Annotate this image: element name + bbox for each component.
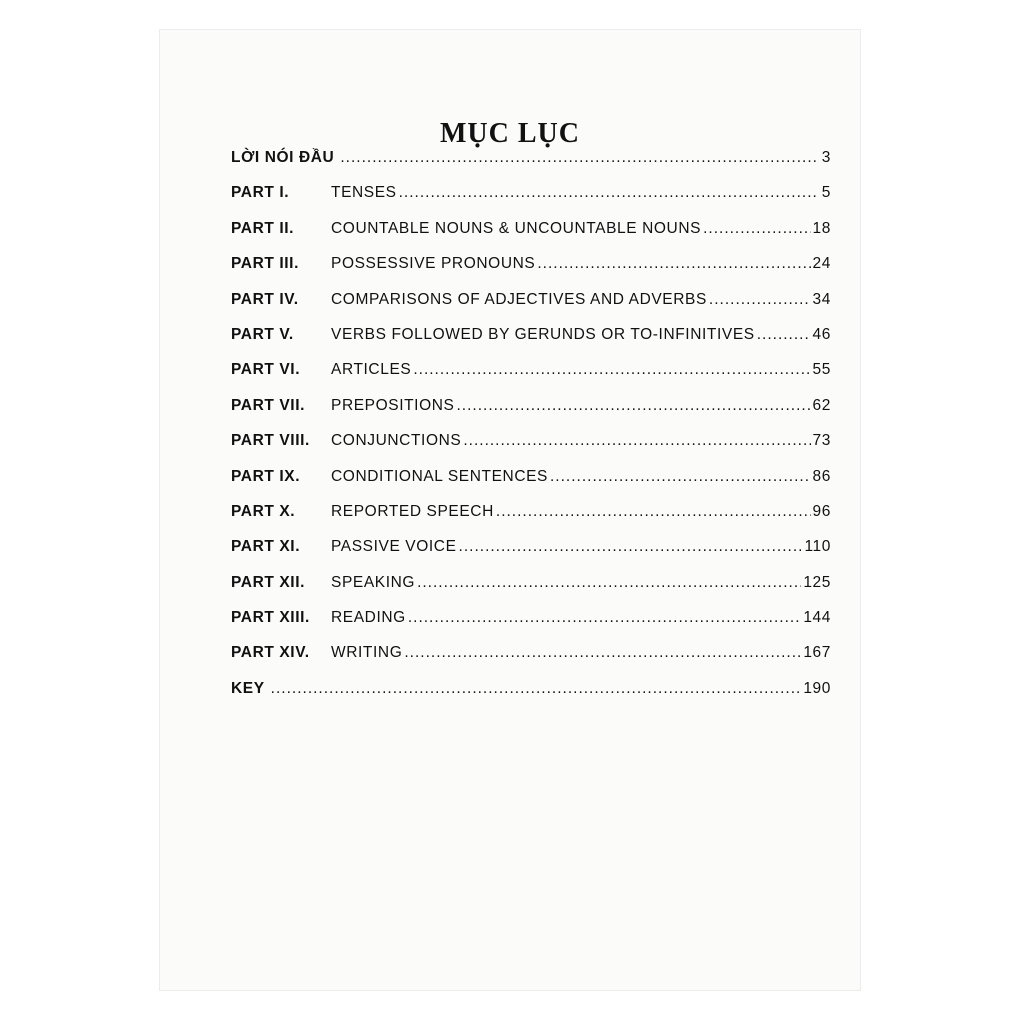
toc-leader-dots bbox=[456, 397, 810, 415]
toc-title: TENSES bbox=[331, 184, 397, 202]
toc-part-label: PART XIII. bbox=[231, 609, 310, 627]
toc-entry bbox=[231, 497, 831, 532]
toc-entry bbox=[231, 603, 831, 638]
toc-part-label: PART VI. bbox=[231, 361, 301, 379]
toc-entry bbox=[231, 320, 831, 355]
toc-entry bbox=[231, 568, 831, 603]
toc-entry bbox=[231, 638, 831, 673]
toc-title: POSSESSIVE PRONOUNS bbox=[331, 255, 536, 273]
toc-line bbox=[331, 249, 831, 273]
toc-page-number: 96 bbox=[812, 502, 831, 520]
toc-leader-dots bbox=[399, 184, 819, 202]
toc-title: SPEAKING bbox=[331, 573, 416, 591]
toc-part-label: PART X. bbox=[231, 502, 296, 520]
toc-leader-dots bbox=[340, 149, 819, 167]
page-title: MỤC LỤC bbox=[440, 118, 580, 149]
toc-entry bbox=[231, 249, 831, 284]
toc-leader-dots bbox=[413, 361, 810, 379]
toc-leader-dots bbox=[271, 680, 802, 698]
toc-entry bbox=[231, 532, 831, 567]
toc-title: PASSIVE VOICE bbox=[331, 538, 457, 556]
toc-title: VERBS FOLLOWED BY GERUNDS OR TO-INFINITIVES bbox=[331, 325, 755, 343]
toc-entry bbox=[231, 143, 831, 178]
toc-line bbox=[331, 638, 831, 662]
toc-title: ARTICLES bbox=[331, 361, 412, 379]
toc-entry bbox=[231, 285, 831, 320]
toc-line bbox=[338, 143, 831, 167]
toc-page-number: 125 bbox=[803, 573, 831, 591]
toc-part-label: PART VII. bbox=[231, 396, 306, 414]
toc-part-label: PART IV. bbox=[231, 290, 299, 308]
toc-part-label: PART IX. bbox=[231, 467, 301, 485]
toc-line bbox=[331, 568, 831, 592]
toc-entry bbox=[231, 214, 831, 249]
toc-page-number: 62 bbox=[812, 396, 831, 414]
toc-page-number: 5 bbox=[821, 184, 831, 202]
toc-part-label: PART I. bbox=[231, 184, 290, 202]
toc-title: CONJUNCTIONS bbox=[331, 432, 462, 450]
toc-page-number: 55 bbox=[812, 361, 831, 379]
toc-page-number: 167 bbox=[803, 644, 831, 662]
toc-leader-dots bbox=[703, 220, 810, 238]
toc-line bbox=[331, 178, 831, 202]
toc-title: PREPOSITIONS bbox=[331, 396, 455, 414]
toc-part-label: PART XI. bbox=[231, 538, 301, 556]
toc-page-number: 190 bbox=[803, 679, 831, 697]
toc-part-label: PART XII. bbox=[231, 573, 306, 591]
toc-line bbox=[331, 462, 831, 486]
toc-part-label: PART XIV. bbox=[231, 644, 310, 662]
toc-title: WRITING bbox=[331, 644, 403, 662]
table-of-contents bbox=[231, 143, 831, 709]
toc-part-label: PART III. bbox=[231, 255, 299, 273]
toc-title: READING bbox=[331, 609, 406, 627]
toc-part-label: KEY bbox=[231, 679, 265, 697]
toc-page-number: 18 bbox=[812, 219, 831, 237]
toc-entry bbox=[231, 426, 831, 461]
toc-line bbox=[331, 532, 831, 556]
toc-line bbox=[331, 426, 831, 450]
toc-leader-dots bbox=[417, 574, 801, 592]
toc-page-number: 110 bbox=[804, 538, 831, 556]
toc-entry bbox=[231, 391, 831, 426]
toc-leader-dots bbox=[757, 326, 811, 344]
toc-leader-dots bbox=[496, 503, 811, 521]
toc-line bbox=[331, 391, 831, 415]
show-through-text bbox=[220, 60, 820, 90]
toc-title: COUNTABLE NOUNS & UNCOUNTABLE NOUNS bbox=[331, 219, 702, 237]
toc-leader-dots bbox=[408, 609, 802, 627]
toc-page-number: 46 bbox=[812, 325, 831, 343]
toc-page-number: 3 bbox=[821, 149, 831, 166]
toc-line bbox=[331, 214, 831, 238]
toc-title: COMPARISONS OF ADJECTIVES AND ADVERBS bbox=[331, 290, 707, 308]
toc-page-number: 144 bbox=[803, 609, 831, 627]
toc-leader-dots bbox=[537, 255, 810, 273]
toc-title: CONDITIONAL SENTENCES bbox=[331, 467, 548, 485]
toc-leader-dots bbox=[550, 468, 811, 486]
toc-entry bbox=[231, 178, 831, 213]
toc-line bbox=[331, 497, 831, 521]
toc-line bbox=[331, 355, 831, 379]
toc-line bbox=[331, 285, 831, 309]
toc-page-number: 73 bbox=[812, 432, 831, 450]
toc-part-label: PART II. bbox=[231, 219, 295, 237]
toc-entry bbox=[231, 355, 831, 390]
toc-line bbox=[331, 603, 831, 627]
toc-leader-dots bbox=[404, 644, 801, 662]
toc-leader-dots bbox=[709, 291, 811, 309]
toc-entry bbox=[231, 674, 831, 709]
toc-part-label: LỜI NÓI ĐẦU bbox=[231, 149, 335, 166]
toc-page-number: 86 bbox=[812, 467, 831, 485]
toc-line bbox=[331, 320, 831, 344]
toc-line bbox=[269, 674, 831, 698]
toc-part-label: PART VIII. bbox=[231, 432, 310, 450]
toc-entry bbox=[231, 462, 831, 497]
toc-page-number: 24 bbox=[812, 255, 831, 273]
toc-part-label: PART V. bbox=[231, 325, 294, 343]
toc-page-number: 34 bbox=[812, 290, 831, 308]
toc-leader-dots bbox=[459, 538, 803, 556]
toc-leader-dots bbox=[463, 432, 810, 450]
toc-title: REPORTED SPEECH bbox=[331, 502, 494, 520]
